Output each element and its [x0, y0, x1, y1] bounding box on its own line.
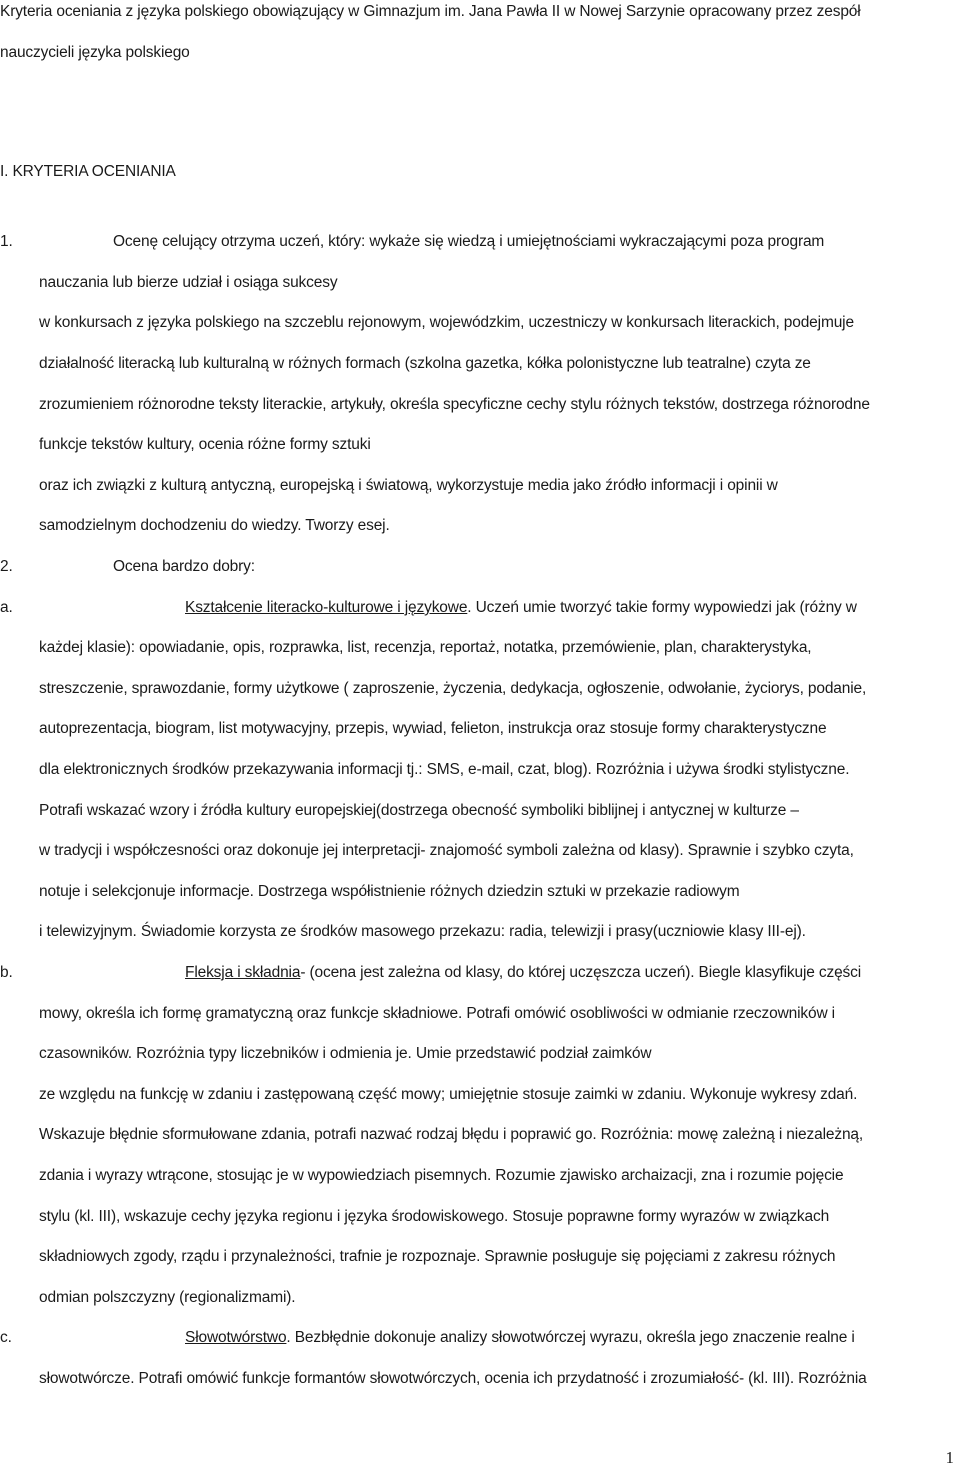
sub-b-line: czasowników. Rozróżnia typy liczebników i odmienia je. Umie przedstawić podział zaimków [39, 1045, 652, 1062]
sub-a-line: w tradycji i współczesności oraz dokonuje jej interpretacji- znajomość symboli zależna od klasy). Sprawnie i szybko czyta, [39, 842, 854, 859]
sub-b-line: ze względu na funkcję w zdaniu i zastępowaną część mowy; umiejętnie stosuje zaimki w zdaniu. Wykonuje wykresy zdań. [39, 1086, 858, 1103]
header-line-2: nauczycieli języka polskiego [0, 44, 190, 61]
item-2-number: 2. [0, 558, 13, 575]
item-2-title: Ocena bardzo dobry: [113, 558, 255, 575]
sub-c-first-rest: . Bezbłędnie dokonuje analizy słowotwórczej wyrazu, określa jego znaczenie realne i [286, 1329, 855, 1346]
sub-a-line: Potrafi wskazać wzory i źródła kultury europejskiej(dostrzega obecność symboliki biblijnej i antycznej w kulturze – [39, 802, 799, 819]
sub-a-line: każdej klasie): opowiadanie, opis, rozprawka, list, recenzja, reportaż, notatka, przemówienie, plan, charakterystyka, [39, 639, 812, 656]
sub-b-line: odmian polszczyzny (regionalizmami). [39, 1289, 296, 1306]
sub-b-first-line [185, 964, 861, 982]
item-1-line: Ocenę celujący otrzyma uczeń, który: wykaże się wiedzą i umiejętnościami wykraczającymi poza program [113, 233, 825, 250]
sub-b-line: stylu (kl. III), wskazuje cechy języka regionu i języka środowiskowego. Stosuje poprawne formy wyrazów w związkach [39, 1208, 830, 1225]
sub-a-line: notuje i selekcjonuje informacje. Dostrzega współistnienie różnych dziedzin sztuki w przekazie radiowym [39, 883, 740, 900]
sub-a-first-line [185, 599, 857, 617]
sub-a-line: streszczenie, sprawozdanie, formy użytkowe ( zaproszenie, życzenia, dedykacja, ogłoszenie, odwołanie, życiorys, podanie, [39, 680, 867, 697]
sub-a-line: autoprezentacja, biogram, list motywacyjny, przepis, wywiad, felieton, instrukcja oraz stosuje formy charakterystyczne [39, 720, 827, 737]
item-1-line: oraz ich związki z kulturą antyczną, europejską i światową, wykorzystuje media jako źródło informacji i opinii w [39, 477, 778, 494]
item-1-number: 1. [0, 233, 13, 250]
sub-c-heading: Słowotwórstwo [185, 1329, 287, 1346]
item-1-line: działalność literacką lub kulturalną w różnych formach (szkolna gazetka, kółka polonistyczne lub teatralne) czyta ze [39, 355, 811, 372]
sub-b-line: zdania i wyrazy wtrącone, stosując je w wypowiedziach pisemnych. Rozumie zjawisko archaizacji, zna i rozumie pojęcie [39, 1167, 844, 1184]
item-1-line: nauczania lub bierze udział i osiąga sukcesy [39, 274, 338, 291]
item-1-line: funkcje tekstów kultury, ocenia różne formy sztuki [39, 436, 371, 453]
sub-c-letter: c. [0, 1329, 12, 1346]
sub-a-letter: a. [0, 599, 13, 616]
section-title: I. KRYTERIA OCENIANIA [0, 163, 176, 180]
sub-b-line: Wskazuje błędnie sformułowane zdania, potrafi nazwać rodzaj błędu i poprawić go. Rozróżnia: mowę zależną i niezależną, [39, 1126, 864, 1143]
sub-b-letter: b. [0, 964, 13, 981]
sub-b-line: mowy, określa ich formę gramatyczną oraz funkcje składniowe. Potrafi omówić osobliwości w odmianie rzeczowników i [39, 1005, 835, 1022]
sub-b-heading: Fleksja i składnia [185, 964, 301, 981]
item-1-line: w konkursach z języka polskiego na szczeblu rejonowym, wojewódzkim, uczestniczy w konkursach literackich, podejmuje [39, 314, 854, 331]
sub-a-heading: Kształcenie literacko-kulturowe i językowe [185, 599, 468, 616]
page-number: 1 [945, 1448, 954, 1467]
item-1-line: samodzielnym dochodzeniu do wiedzy. Tworzy esej. [39, 517, 390, 534]
header-line-1: Kryteria oceniania z języka polskiego obowiązujący w Gimnazjum im. Jana Pawła II w Nowej Sarzynie opracowany przez zespół [0, 3, 861, 20]
sub-b-line: składniowych zgody, rządu i przynależności, trafnie je rozpoznaje. Sprawnie posługuje się pojęciami z zakresu różnych [39, 1248, 836, 1265]
sub-b-first-rest: - (ocena jest zależna od klasy, do której uczęszcza uczeń). Biegle klasyfikuje części [300, 964, 862, 981]
sub-c-first-line [185, 1329, 855, 1347]
sub-a-line: dla elektronicznych środków przekazywania informacji tj.: SMS, e-mail, czat, blog). Rozróżnia i używa środki stylistyczne. [39, 761, 850, 778]
sub-c-line: słowotwórcze. Potrafi omówić funkcje formantów słowotwórczych, ocenia ich przydatność i zrozumiałość- (kl. III). Rozróżnia [39, 1370, 867, 1387]
sub-a-line: i telewizyjnym. Świadomie korzysta ze środków masowego przekazu: radia, telewizji i prasy(uczniowie klasy III-ej). [39, 923, 806, 940]
item-1-line: zrozumieniem różnorodne teksty literackie, artykuły, określa specyficzne cechy stylu różnych tekstów, dostrzega różnorodne [39, 396, 870, 413]
sub-a-first-rest: . Uczeń umie tworzyć takie formy wypowiedzi jak (różny w [467, 599, 857, 616]
